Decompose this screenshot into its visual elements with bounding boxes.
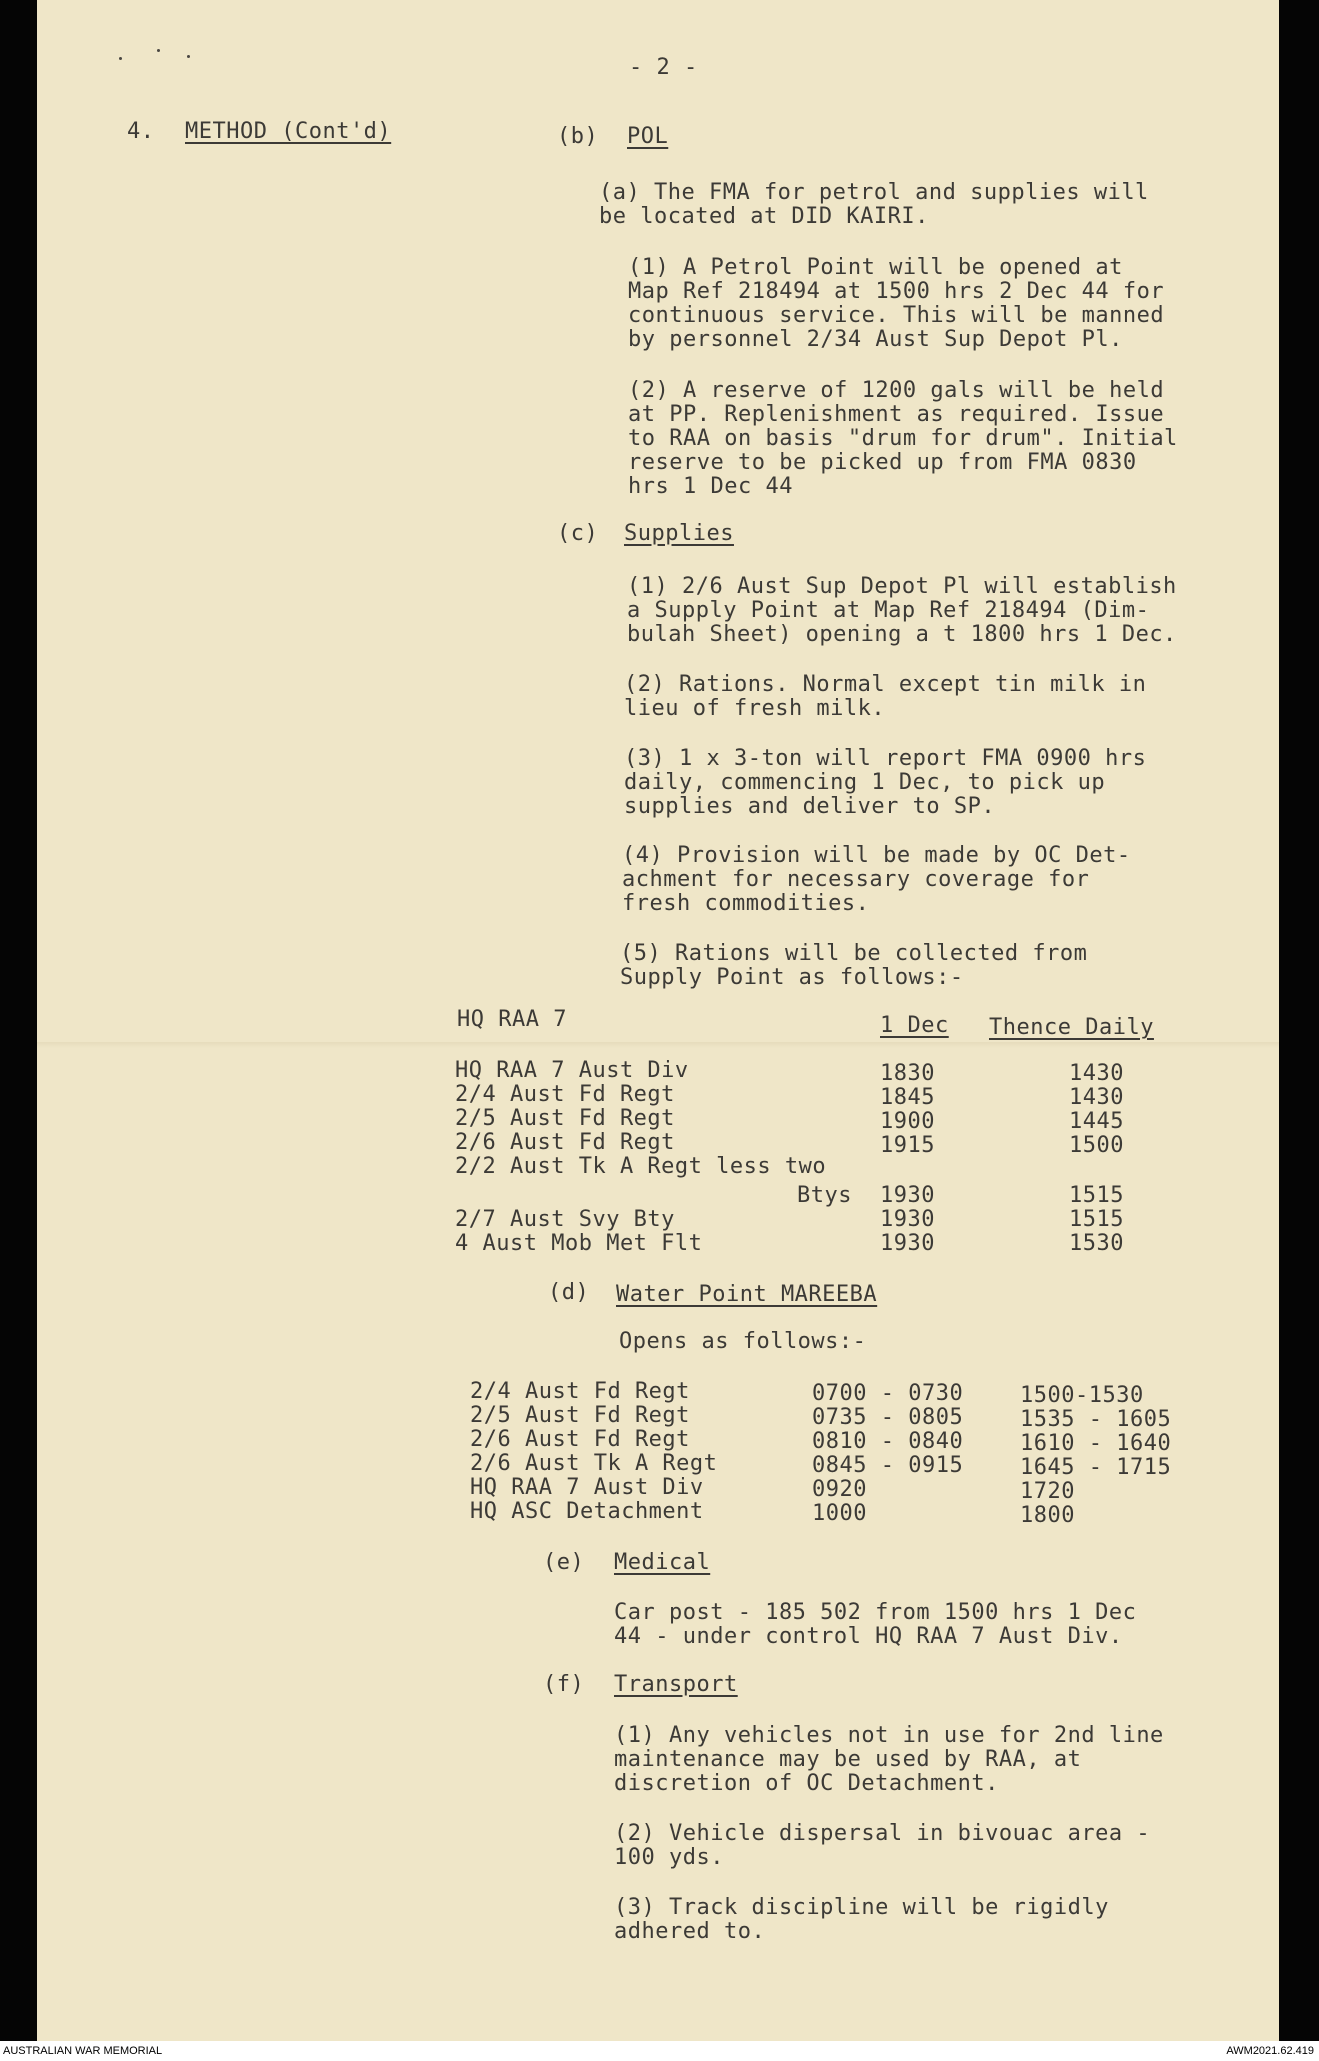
text-line: (4) Provision will be made by OC Det- (622, 843, 1131, 868)
table-cell-unit: HQ RAA 7 Aust Div (470, 1475, 704, 1500)
table-cell-first: 1930 (880, 1207, 935, 1232)
table-cell-unit: 2/6 Aust Fd Regt (470, 1427, 690, 1452)
table-cell-unit: HQ RAA 7 Aust Div (455, 1058, 689, 1083)
column-header-1-dec: 1 Dec (880, 1013, 949, 1038)
text-line: bulah Sheet) opening a t 1800 hrs 1 Dec. (627, 622, 1177, 647)
medical-label: (e) (543, 1550, 585, 1575)
text-line: continuous service. This will be manned (628, 303, 1165, 328)
table-cell-unit: Btys (797, 1183, 852, 1208)
text-line: daily, commencing 1 Dec, to pick up (624, 770, 1106, 795)
text-line: (3) 1 x 3-ton will report FMA 0900 hrs (624, 746, 1147, 771)
text-line: supplies and deliver to SP. (624, 794, 996, 819)
table-cell-unit: 2/2 Aust Tk A Regt less two (455, 1154, 827, 1179)
text-line: (2) Rations. Normal except tin milk in (624, 672, 1147, 697)
footer-reference: AWM2021.62.419 (1226, 2045, 1314, 2057)
table-cell-unit: 2/4 Aust Fd Regt (470, 1379, 690, 1404)
table-cell-pm: 1535 - 1605 (1020, 1407, 1172, 1432)
table-cell-pm: 1645 - 1715 (1020, 1455, 1172, 1480)
text-line: to RAA on basis "drum for drum". Initial (628, 426, 1178, 451)
table-cell-first: 1915 (880, 1133, 935, 1158)
table-cell-pm: 1500-1530 (1020, 1383, 1144, 1408)
supplies-heading: Supplies (624, 521, 734, 546)
table-cell-unit: 2/7 Aust Svy Bty (455, 1207, 675, 1232)
text-line: at PP. Replenishment as required. Issue (628, 402, 1165, 427)
table-cell-first: 1930 (880, 1231, 935, 1256)
table-cell-am: 0735 - 0805 (812, 1405, 964, 1430)
ink-mark (119, 57, 122, 60)
text-line: Car post - 185 502 from 1500 hrs 1 Dec (614, 1600, 1137, 1625)
pol-heading: POL (627, 124, 669, 149)
table-cell-unit: HQ ASC Detachment (470, 1499, 704, 1524)
text-line: by personnel 2/34 Aust Sup Depot Pl. (628, 327, 1123, 352)
table-cell-daily: 1430 (1069, 1061, 1124, 1086)
ink-mark (187, 55, 190, 58)
water-label: (d) (548, 1280, 590, 1305)
table-cell-am: 0920 (812, 1477, 867, 1502)
table-cell-pm: 1610 - 1640 (1020, 1431, 1172, 1456)
table-cell-first: 1830 (880, 1061, 935, 1086)
text-line: hrs 1 Dec 44 (628, 474, 793, 499)
transport-label: (f) (543, 1672, 585, 1697)
text-line: reserve to be picked up from FMA 0830 (628, 450, 1137, 475)
text-line: (2) A reserve of 1200 gals will be held (628, 378, 1165, 403)
archive-footer (0, 2041, 1319, 2061)
text-line: discretion of OC Detachment. (614, 1771, 999, 1796)
table-cell-first: 1900 (880, 1109, 935, 1134)
table-cell-first: 1930 (880, 1183, 935, 1208)
text-line: (1) A Petrol Point will be opened at (628, 255, 1123, 280)
text-line: maintenance may be used by RAA, at (614, 1747, 1082, 1772)
supplies-label: (c) (557, 521, 599, 546)
table-cell-am: 0700 - 0730 (812, 1381, 964, 1406)
transport-heading: Transport (614, 1672, 738, 1697)
text-line: adhered to. (614, 1919, 766, 1944)
text-line: 44 - under control HQ RAA 7 Aust Div. (614, 1624, 1123, 1649)
text-line: 100 yds. (614, 1845, 724, 1870)
table-cell-daily: 1445 (1069, 1109, 1124, 1134)
table-cell-unit: 2/5 Aust Fd Regt (470, 1403, 690, 1428)
page-number: - 2 - (629, 55, 698, 80)
medical-heading: Medical (614, 1550, 711, 1575)
table-cell-am: 1000 (812, 1501, 867, 1526)
table-cell-pm: 1800 (1020, 1503, 1075, 1528)
table-cell-unit: 2/6 Aust Fd Regt (455, 1130, 675, 1155)
text-line: fresh commodities. (622, 891, 870, 916)
table-cell-daily: 1515 (1069, 1183, 1124, 1208)
table-cell-unit: 2/4 Aust Fd Regt (455, 1082, 675, 1107)
text-line: lieu of fresh milk. (624, 696, 886, 721)
text-line: Supply Point as follows:- (620, 965, 964, 990)
table-cell-first: 1845 (880, 1085, 935, 1110)
table-cell-unit: 2/6 Aust Tk A Regt (470, 1451, 718, 1476)
ink-mark (157, 49, 160, 52)
text-line: a Supply Point at Map Ref 218494 (Dim- (627, 598, 1150, 623)
text-line: (1) Any vehicles not in use for 2nd line (614, 1723, 1164, 1748)
text-line: Map Ref 218494 at 1500 hrs 2 Dec 44 for (628, 279, 1165, 304)
text-line: (a) The FMA for petrol and supplies will (599, 180, 1149, 205)
table-cell-unit: 2/5 Aust Fd Regt (455, 1106, 675, 1131)
text-line: achment for necessary coverage for (622, 867, 1090, 892)
column-header-thence-daily: Thence Daily (989, 1015, 1154, 1040)
footer-institution: AUSTRALIAN WAR MEMORIAL (3, 2045, 163, 2057)
water-intro: Opens as follows:- (619, 1329, 867, 1354)
pol-label: (b) (557, 124, 599, 149)
text-line: (2) Vehicle dispersal in bivouac area - (614, 1821, 1151, 1846)
text-line: be located at DID KAIRI. (599, 204, 929, 229)
table-cell-daily: 1500 (1069, 1133, 1124, 1158)
table-group-label: HQ RAA 7 (457, 1007, 567, 1032)
section-heading: METHOD (Cont'd) (185, 119, 392, 144)
page-fold (37, 1042, 1279, 1048)
text-line: (5) Rations will be collected from (620, 941, 1088, 966)
table-cell-pm: 1720 (1020, 1479, 1075, 1504)
table-cell-am: 0845 - 0915 (812, 1453, 964, 1478)
table-cell-unit: 4 Aust Mob Met Flt (455, 1231, 703, 1256)
table-cell-daily: 1530 (1069, 1231, 1124, 1256)
table-cell-daily: 1430 (1069, 1085, 1124, 1110)
table-cell-am: 0810 - 0840 (812, 1429, 964, 1454)
text-line: (3) Track discipline will be rigidly (614, 1895, 1109, 1920)
water-heading: Water Point MAREEBA (616, 1282, 878, 1307)
text-line: (1) 2/6 Aust Sup Depot Pl will establish (627, 574, 1177, 599)
table-cell-daily: 1515 (1069, 1207, 1124, 1232)
document-page (37, 0, 1279, 2041)
section-number: 4. (127, 119, 155, 144)
